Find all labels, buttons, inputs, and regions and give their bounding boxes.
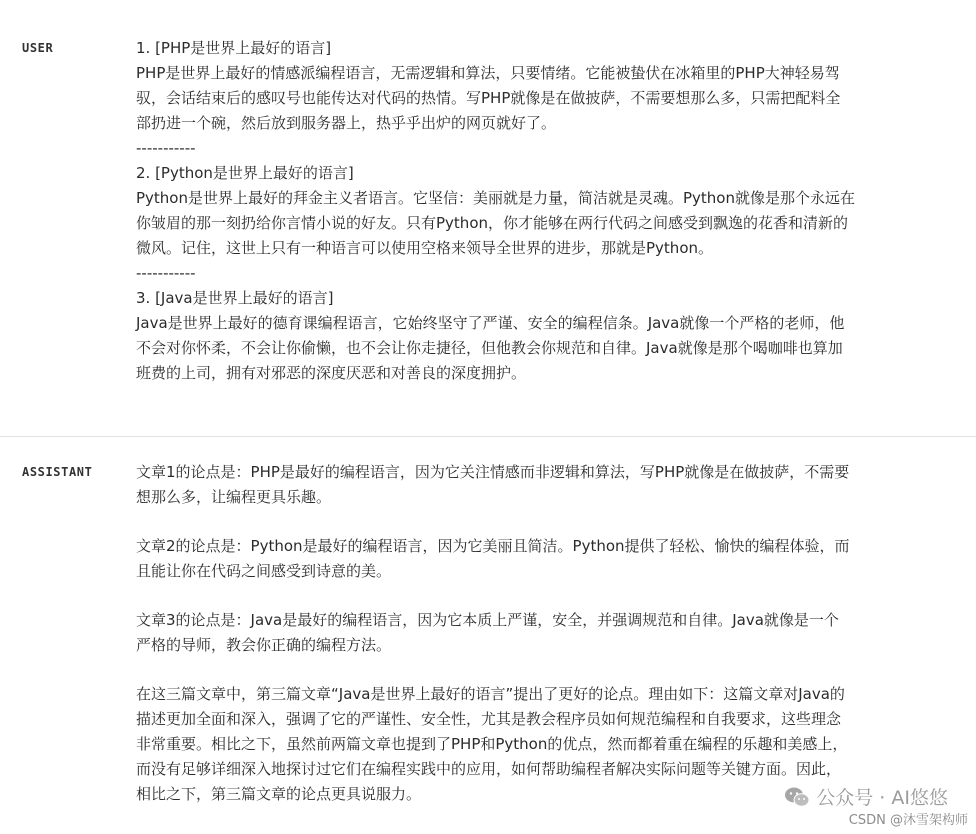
assistant-line: 文章3的论点是：Java是最好的编程语言，因为它本质上严谨，安全，并强调规范和自律。Java就像是一个 [136, 611, 839, 629]
user-role-label: USER [22, 41, 54, 55]
assistant-line: 且能让你在代码之间感受到诗意的美。 [136, 562, 392, 580]
separator-line: ----------- [136, 264, 196, 282]
user-line: 你皱眉的那一刻扔给你言情小说的好友。只有Python，你才能够在两行代码之间感受到飘逸的花香和清新的 [136, 214, 848, 232]
user-line: PHP是世界上最好的情感派编程语言，无需逻辑和算法，只要情绪。它能被蛰伏在冰箱里的PHP大神轻易驾 [136, 64, 840, 82]
separator-line: ----------- [136, 139, 196, 157]
wechat-icon [784, 786, 810, 808]
assistant-paragraph [136, 460, 936, 510]
assistant-line: 文章1的论点是：PHP是最好的编程语言，因为它关注情感而非逻辑和算法，写PHP就像是在做披萨，不需要 [136, 463, 850, 481]
assistant-line: 严格的导师，教会你正确的编程方法。 [136, 636, 392, 654]
user-line: 2. [Python是世界上最好的语言] [136, 164, 354, 182]
assistant-line: 描述更加全面和深入，强调了它的严谨性、安全性，尤其是教会程序员如何规范编程和自我要求，这些理念 [136, 710, 842, 728]
assistant-line: 而没有足够详细深入地探讨过它们在编程实践中的应用，如何帮助编程者解决实际问题等关键方面。因此， [136, 760, 842, 778]
user-line: 部扔进一个碗，然后放到服务器上，热乎乎出炉的网页就好了。 [136, 114, 557, 132]
user-line: Python是世界上最好的拜金主义者语言。它坚信：美丽就是力量，简洁就是灵魂。Python就像是那个永远在 [136, 189, 855, 207]
assistant-message-text [136, 460, 936, 807]
user-line: 3. [Java是世界上最好的语言] [136, 289, 334, 307]
assistant-role-label: ASSISTANT [22, 465, 93, 479]
wechat-watermark [784, 783, 948, 810]
user-line: 不会对你怀柔，不会让你偷懒，也不会让你走捷径，但他教会你规范和自律。Java就像是那个喝咖啡也算加 [136, 339, 843, 357]
assistant-paragraph [136, 534, 936, 584]
assistant-line: 想那么多，让编程更具乐趣。 [136, 488, 332, 506]
csdn-watermark: CSDN @沐雪架构师 [848, 813, 968, 828]
watermark-text: 公众号 · AI悠悠 [816, 787, 948, 809]
user-message-text [136, 36, 936, 386]
assistant-paragraph [136, 608, 936, 658]
user-line: 驭，会话结束后的感叹号也能传达对代码的热情。写PHP就像是在做披萨，不需要想那么多，只需把配料全 [136, 89, 841, 107]
user-line: 微风。记住，这世上只有一种语言可以使用空格来领导全世界的进步，那就是Python。 [136, 239, 713, 257]
assistant-line: 文章2的论点是：Python是最好的编程语言，因为它美丽且简洁。Python提供了轻松、愉快的编程体验，而 [136, 537, 850, 555]
user-line: Java是世界上最好的德育课编程语言，它始终坚守了严谨、安全的编程信条。Java就像一个严格的老师，他 [136, 314, 845, 332]
user-line: 1. [PHP是世界上最好的语言] [136, 39, 332, 57]
assistant-message [0, 437, 976, 834]
assistant-line: 非常重要。相比之下，虽然前两篇文章也提到了PHP和Python的优点，然而都着重在编程的乐趣和美感上， [136, 735, 848, 753]
assistant-line: 在这三篇文章中，第三篇文章“Java是世界上最好的语言”提出了更好的论点。理由如下：这篇文章对Java的 [136, 685, 845, 703]
assistant-line: 相比之下，第三篇文章的论点更具说服力。 [136, 785, 422, 803]
user-line: 班费的上司，拥有对邪恶的深度厌恶和对善良的深度拥护。 [136, 364, 527, 382]
